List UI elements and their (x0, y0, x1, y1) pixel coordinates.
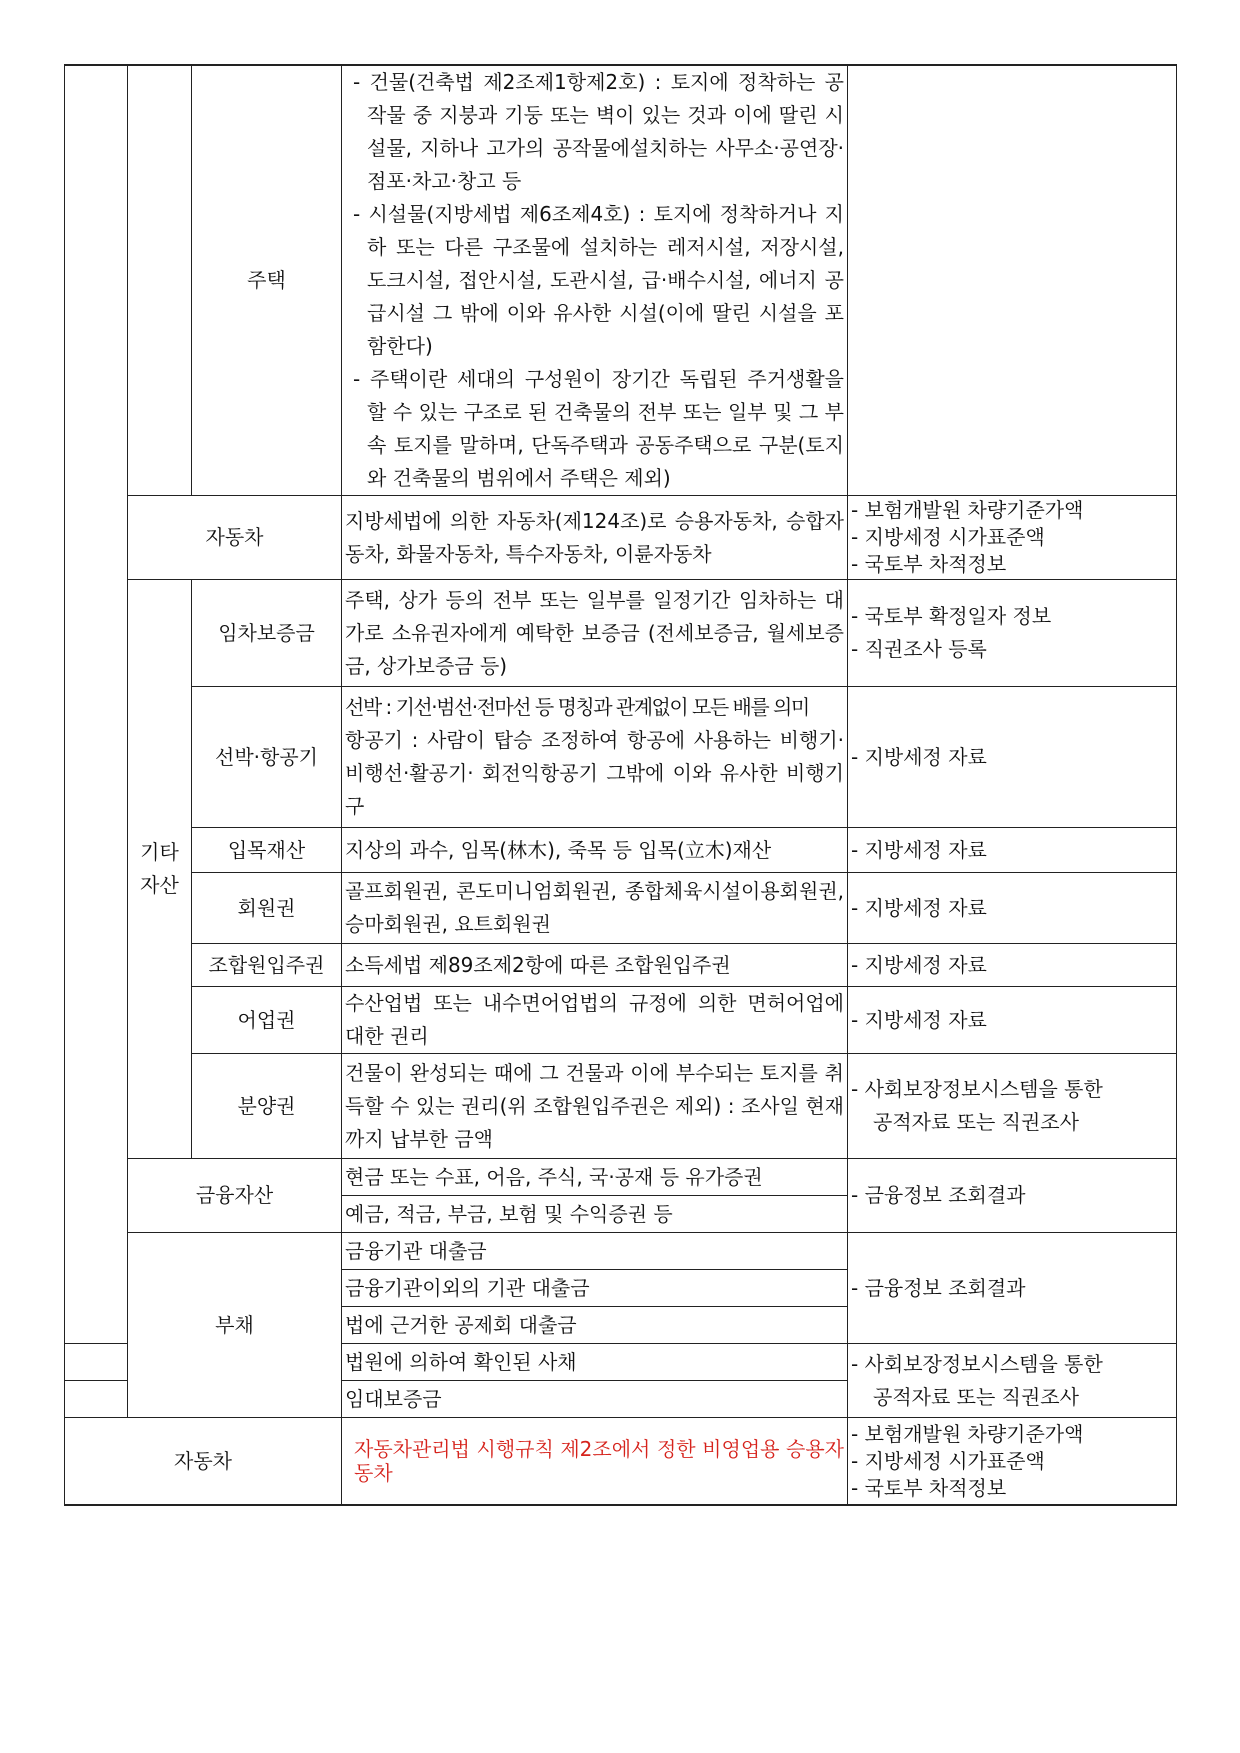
presale-right-label: 분양권 (192, 1054, 342, 1159)
car2-source-1: - 보험개발원 차량기준가액 (851, 1421, 1084, 1446)
lease-deposit-source (848, 580, 1177, 687)
debt-item-5: 임대보증금 (342, 1381, 848, 1418)
table-row-debt-1 (65, 1233, 1177, 1270)
debt-item-3: 법에 근거한 공제회 대출금 (342, 1307, 848, 1344)
car-source-3: - 국토부 차적정보 (851, 552, 1007, 576)
presale-right-source (848, 1054, 1177, 1159)
standing-timber-source: - 지방세정 자료 (848, 828, 1177, 873)
lease-deposit-source-2: - 직권조사 등록 (851, 637, 987, 661)
finance-item-2: 예금, 적금, 부금, 보험 및 수익증권 등 (342, 1196, 848, 1233)
table-row-presale-right (65, 1054, 1177, 1159)
standing-timber-description: 지상의 과수, 임목(林木), 죽목 등 입목(立木)재산 (342, 828, 848, 873)
debt-item-2: 금융기관이외의 기관 대출금 (342, 1270, 848, 1307)
house-desc-facility: - 시설물(지방세법 제6조제4호) : 토지에 정착하거나 지하 또는 다른 구조물에 설치하는 레저시설, 저장시설, 도크시설, 접안시설, 도관시설, 급·배수시설, 에너지 공급시설 그 밖에 이와 유사한 시설(이에 딸린 시설을 포함한다) (353, 202, 844, 358)
table-row-ship-aircraft (65, 687, 1177, 828)
standing-timber-label: 입목재산 (192, 828, 342, 873)
house-desc-building: - 건물(건축법 제2조제1항제2호) : 토지에 정착하는 공작물 중 지붕과 기둥 또는 벽이 있는 것과 이에 딸린 시설물, 지하나 고가의 공작물에설치하는 사무소·공연장·점포·차고·창고 등 (353, 70, 844, 193)
house-description (342, 65, 848, 496)
finance-label: 금융자산 (128, 1159, 342, 1233)
membership-label: 회원권 (192, 873, 342, 944)
table-row-lease-deposit (65, 580, 1177, 687)
ship-aircraft-source: - 지방세정 자료 (848, 687, 1177, 828)
other-assets-label-1: 기타 (140, 840, 179, 864)
table-row-fishery-right (65, 987, 1177, 1054)
table-row-union-occupancy (65, 944, 1177, 987)
ship-aircraft-description (342, 687, 848, 828)
debt-source-b (848, 1344, 1177, 1418)
fishery-right-label: 어업권 (192, 987, 342, 1054)
union-occupancy-source: - 지방세정 자료 (848, 944, 1177, 987)
membership-source: - 지방세정 자료 (848, 873, 1177, 944)
table-row-finance-1 (65, 1159, 1177, 1196)
membership-description: 골프회원권, 콘도미니엄회원권, 종합체육시설이용회원권, 승마회원권, 요트회원권 (342, 873, 848, 944)
fishery-right-source: - 지방세정 자료 (848, 987, 1177, 1054)
debt-source-b-1: - 사회보장정보시스템을 통한 (851, 1351, 1103, 1376)
car2-source-2: - 지방세정 시가표준액 (851, 1448, 1045, 1473)
debt-source-a: - 금융정보 조회결과 (848, 1233, 1177, 1344)
union-occupancy-description: 소득세법 제89조제2항에 따른 조합원입주권 (342, 944, 848, 987)
car-label: 자동차 (128, 496, 342, 580)
union-occupancy-label: 조합원입주권 (192, 944, 342, 987)
car-source-1: - 보험개발원 차량기준가액 (851, 498, 1084, 522)
car2-description: 자동차관리법 시행규칙 제2조에서 정한 비영업용 승용자동차 (342, 1418, 848, 1506)
debt-item-4: 법원에 의하여 확인된 사채 (342, 1344, 848, 1381)
table-row-standing-timber (65, 828, 1177, 873)
house-label: 주택 (192, 65, 342, 496)
blank-outer-cell-2 (65, 580, 128, 1344)
aircraft-description: 항공기 : 사람이 탑승 조정하여 항공에 사용하는 비행기·비행선·활공기· 회전익항공기 그밖에 이와 유사한 비행기구 (345, 728, 844, 818)
asset-criteria-table (64, 64, 1177, 1506)
ship-aircraft-label: 선박·항공기 (192, 687, 342, 828)
blank-outer-cell (65, 65, 128, 580)
car-description: 지방세법에 의한 자동차(제124조)로 승용자동차, 승합자동차, 화물자동차, 특수자동차, 이륜자동차 (342, 496, 848, 580)
lease-deposit-description: 주택, 상가 등의 전부 또는 일부를 일정기간 임차하는 대가로 소유권자에게 예탁한 보증금 (전세보증금, 월세보증금, 상가보증금 등) (342, 580, 848, 687)
fishery-right-description: 수산업법 또는 내수면어업법의 규정에 의한 면허어업에 대한 권리 (342, 987, 848, 1054)
car2-label: 자동차 (65, 1418, 342, 1506)
car2-source (848, 1418, 1177, 1506)
debt-item-1: 금융기관 대출금 (342, 1233, 848, 1270)
blank-outer-cell-3 (65, 1344, 128, 1381)
table-row-membership (65, 873, 1177, 944)
table-row-car (65, 496, 1177, 580)
table-row-car-noncommercial (65, 1418, 1177, 1506)
car-source-2: - 지방세정 시가표준액 (851, 525, 1045, 549)
car-source (848, 496, 1177, 580)
blank-outer-cell-4 (65, 1381, 128, 1418)
house-desc-housing: - 주택이란 세대의 구성원이 장기간 독립된 주거생활을 할 수 있는 구조로 된 건축물의 전부 또는 일부 및 그 부속 토지를 말하며, 단독주택과 공동주택으로 구분(토지와 건축물의 범위에서 주택은 제외) (353, 367, 844, 490)
other-assets-group-label (128, 580, 192, 1159)
debt-label: 부채 (128, 1233, 342, 1418)
blank-inner-cell (128, 65, 192, 496)
presale-right-source-1: - 사회보장정보시스템을 통한 (851, 1077, 1103, 1101)
table-row-house (65, 65, 1177, 496)
other-assets-label-2: 자산 (140, 873, 179, 897)
lease-deposit-label: 임차보증금 (192, 580, 342, 687)
presale-right-source-2: 공적자료 또는 직권조사 (873, 1110, 1079, 1134)
presale-right-description: 건물이 완성되는 때에 그 건물과 이에 부수되는 토지를 취득할 수 있는 권리(위 조합원입주권은 제외) : 조사일 현재까지 납부한 금액 (342, 1054, 848, 1159)
car2-source-3: - 국토부 차적정보 (851, 1475, 1007, 1500)
debt-source-b-2: 공적자료 또는 직권조사 (873, 1384, 1079, 1409)
finance-source: - 금융정보 조회결과 (848, 1159, 1177, 1233)
house-source (848, 65, 1177, 496)
finance-item-1: 현금 또는 수표, 어음, 주식, 국·공재 등 유가증권 (342, 1159, 848, 1196)
ship-description: 선박 : 기선·범선·전마선 등 명칭과 관계없이 모든 배를 의미 (345, 695, 809, 719)
lease-deposit-source-1: - 국토부 확정일자 정보 (851, 604, 1052, 628)
